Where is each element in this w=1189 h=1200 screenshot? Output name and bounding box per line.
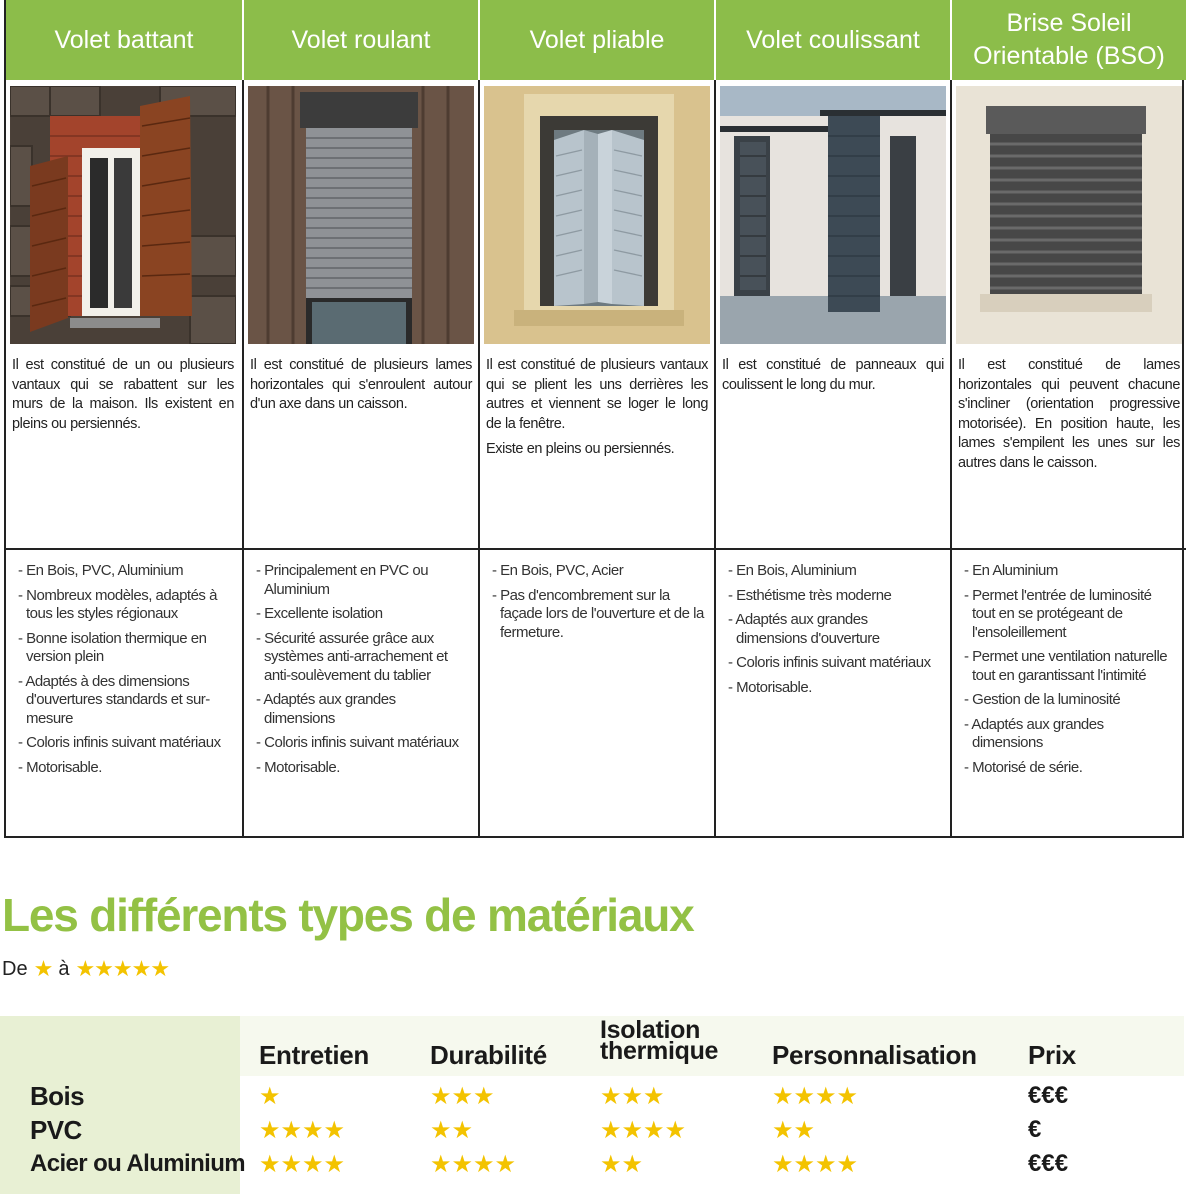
feature-item: - Coloris infinis suivant matériaux — [728, 654, 931, 671]
shutter-comparison-grid — [4, 0, 1184, 838]
features-bso — [950, 550, 1186, 838]
features-volet-coulissant — [714, 550, 950, 838]
scale-prefix: De — [2, 957, 28, 980]
features-volet-roulant — [242, 550, 478, 838]
cell-volet-coulissant — [714, 80, 950, 550]
row-label-bois: Bois — [30, 1081, 84, 1111]
rating-isolation-pvc: ★★★★ — [600, 1117, 687, 1144]
feature-item: - Adaptés aux grandes dimensions d'ouverture — [728, 611, 880, 647]
rating-isolation-bois: ★★★ — [600, 1083, 665, 1110]
feature-item: - Coloris infinis suivant matériaux — [18, 734, 221, 751]
feature-item: - Excellente isolation — [256, 605, 383, 622]
feature-item: - En Bois, Aluminium — [728, 562, 857, 579]
feature-item: - Adaptés à des dimensions d'ouvertures standards et sur-mesure — [18, 672, 210, 727]
column-header-volet-coulissant: Volet coulissant — [714, 0, 950, 80]
feature-item: - Motorisé de série. — [964, 758, 1083, 776]
feature-item: - Sécurité assurée grâce aux systèmes anti-arrachement et anti-soulèvement du tablier — [256, 629, 448, 684]
cell-bso — [950, 80, 1186, 550]
rating-entretien-bois: ★ — [259, 1083, 281, 1110]
rating-scale — [2, 956, 169, 982]
feature-item: - En Bois, PVC, Acier — [492, 562, 624, 579]
feature-item: - Adaptés aux grandes dimensions — [964, 715, 1104, 751]
feature-item: - Motorisable. — [18, 758, 102, 776]
column-header-volet-battant: Volet battant — [6, 0, 242, 80]
column-header-volet-pliable: Volet pliable — [478, 0, 714, 80]
row-label-acier-aluminium: Acier ou Aluminium — [30, 1150, 245, 1177]
description-volet-roulant: Il est constitué de plusieurs lames horizontales qui s'enroulent autour d'un axe dans un caisson. — [250, 357, 472, 412]
photo-volet-pliable — [484, 86, 710, 344]
cell-volet-battant — [6, 80, 242, 550]
price-acier: €€€ — [1028, 1150, 1069, 1177]
feature-item: - Pas d'encombrement sur la façade lors de l'ouverture et de la fermeture. — [492, 586, 704, 641]
description-volet-pliable: Il est constitué de plusieurs vantaux qui se plient les uns derrières les autres et viennent se loger le long de la fenêtre. Existe en pleins ou persiennés. — [486, 357, 708, 457]
feature-item: - En Aluminium — [964, 562, 1058, 579]
column-header-volet-roulant: Volet roulant — [242, 0, 478, 80]
photo-bso — [956, 86, 1182, 344]
feature-item: - Coloris infinis suivant matériaux — [256, 734, 459, 751]
star-icon: ★ — [33, 956, 53, 981]
column-header-durabilite: Durabilité — [430, 1040, 547, 1070]
feature-item: - Adaptés aux grandes dimensions — [256, 691, 396, 727]
materials-title: Les différents types de matériaux — [2, 889, 694, 941]
price-bois: €€€ — [1028, 1082, 1069, 1109]
feature-item: - Gestion de la luminosité — [964, 691, 1121, 708]
rating-isolation-acier: ★★ — [600, 1151, 644, 1178]
column-header-entretien: Entretien — [259, 1040, 369, 1070]
star-rating-icons: ★★★★★ — [75, 956, 170, 981]
feature-item: - Bonne isolation thermique en version plein — [18, 629, 207, 665]
photo-volet-coulissant — [720, 86, 946, 344]
photo-volet-battant — [10, 86, 236, 344]
rating-personnalisation-acier: ★★★★ — [772, 1151, 859, 1178]
rating-durabilite-pvc: ★★ — [430, 1117, 474, 1144]
description-volet-battant: Il est constitué de un ou plusieurs vantaux qui se rabattent sur les murs de la maison. Ils existent en pleins ou persiennés. — [12, 357, 234, 432]
description-volet-coulissant: Il est constitué de panneaux qui coulissent le long du mur. — [722, 357, 944, 393]
rating-personnalisation-pvc: ★★ — [772, 1117, 816, 1144]
column-header-personnalisation: Personnalisation — [772, 1040, 977, 1070]
feature-item: - Principalement en PVC ou Aluminium — [256, 562, 429, 598]
price-pvc: € — [1028, 1116, 1042, 1143]
feature-item: - Esthétisme très moderne — [728, 586, 892, 604]
feature-item: - En Bois, PVC, Aluminium — [18, 562, 184, 579]
rating-durabilite-acier: ★★★★ — [430, 1151, 517, 1178]
feature-item: - Motorisable. — [728, 678, 812, 696]
features-volet-pliable — [478, 550, 714, 838]
feature-item: - Nombreux modèles, adaptés à tous les styles régionaux — [18, 586, 217, 622]
column-header-isolation: Isolation thermique — [600, 1016, 719, 1065]
photo-volet-roulant — [248, 86, 474, 344]
row-label-pvc: PVC — [30, 1115, 82, 1145]
column-header-prix: Prix — [1028, 1040, 1076, 1070]
rating-personnalisation-bois: ★★★★ — [772, 1083, 859, 1110]
feature-item: - Permet l'entrée de luminosité tout en se protégeant de l'ensoleillement — [964, 586, 1152, 641]
column-header-bso: Brise Soleil Orientable (BSO) — [950, 0, 1186, 80]
description-bso: Il est constitué de lames horizontales qui peuvent chacune s'incliner (orientation progressive motorisée). En position haute, les lames s'empilent les unes sur les autres dans le caisson. — [958, 357, 1180, 471]
cell-volet-roulant — [242, 80, 478, 550]
rating-durabilite-bois: ★★★ — [430, 1083, 495, 1110]
features-volet-battant — [6, 550, 242, 838]
table-corner — [0, 1016, 240, 1076]
cell-volet-pliable — [478, 80, 714, 550]
feature-item: - Motorisable. — [256, 758, 340, 776]
feature-item: - Permet une ventilation naturelle tout en garantissant l'intimité — [964, 648, 1168, 684]
scale-separator: à — [58, 957, 70, 980]
rating-entretien-pvc: ★★★★ — [259, 1117, 346, 1144]
rating-entretien-acier: ★★★★ — [259, 1151, 346, 1178]
